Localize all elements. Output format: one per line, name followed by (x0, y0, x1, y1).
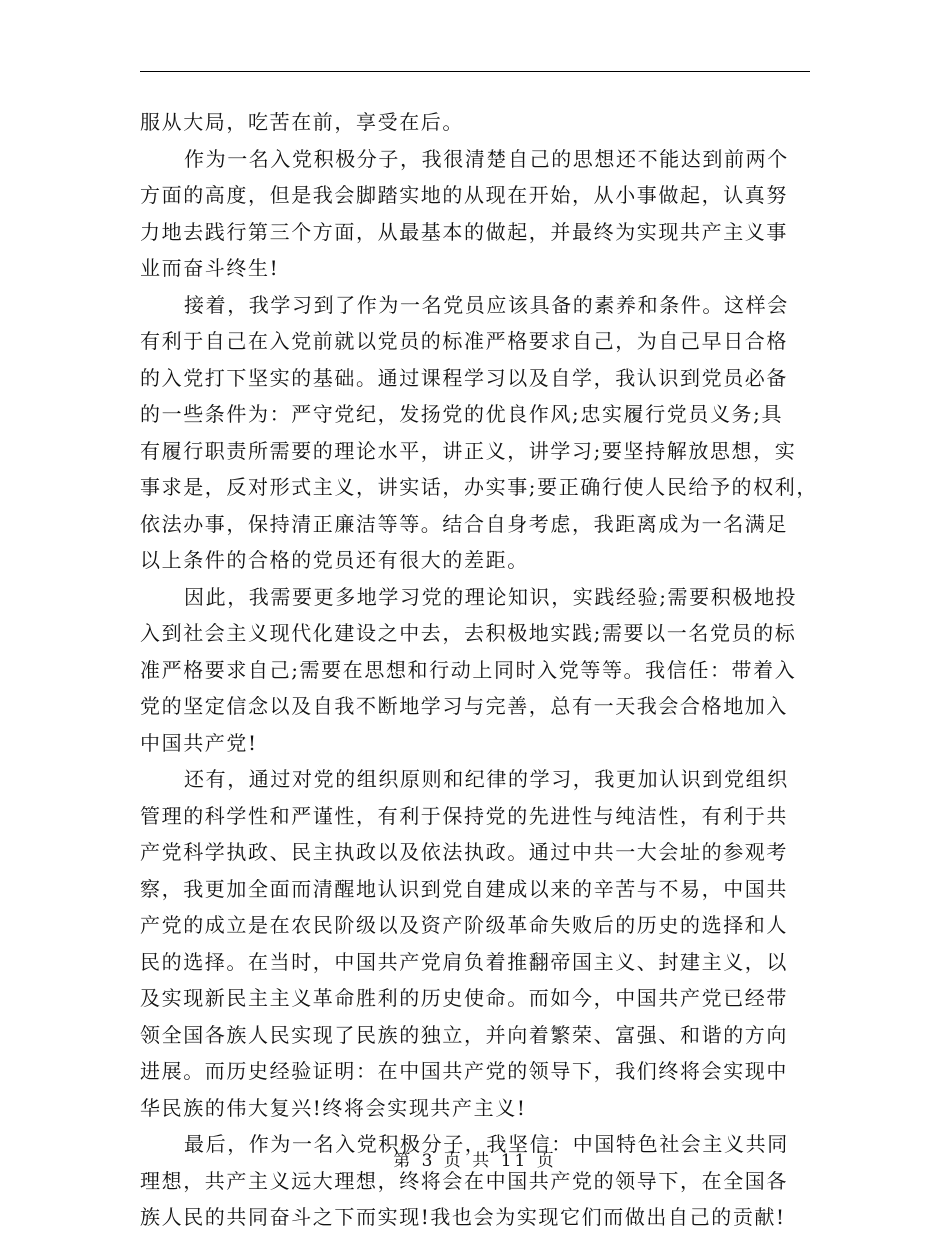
text-line: 入到社会主义现代化建设之中去，去积极地实践;需要以一名党员的标 (140, 621, 797, 645)
paragraph-first-line: 还有，通过对党的组织原则和纪律的学习，我更加认识到党组织 (184, 767, 789, 791)
text-line: 以上条件的合格的党员还有很大的差距。 (140, 548, 529, 572)
text-line: 华民族的伟大复兴!终将会实现共产主义! (140, 1095, 527, 1120)
text-line: 力地去践行第三个方面，从最基本的做起，并最终为实现共产主义事 (140, 219, 788, 244)
text-line: 族人民的共同奋斗之下而实现!我也会为实现它们而做出自己的贡献! (140, 1205, 786, 1229)
text-line: 党的坚定信念以及自我不断地学习与完善，总有一天我会合格地加入 (140, 694, 788, 718)
text-line: 准严格要求自己;需要在思想和行动上同时入党等等。我信任：带着入 (140, 657, 797, 682)
header-rule (140, 71, 810, 72)
text-line: 中国共产党! (140, 730, 258, 755)
text-line: 管理的科学性和严谨性，有利于保持党的先进性与纯洁性，有利于共 (140, 803, 788, 828)
text-line: 理想，共产主义远大理想，终将会在中国共产党的领导下，在全国各 (140, 1168, 788, 1193)
text-line: 事求是，反对形式主义，讲实话，办实事;要正确行使人民给予的权利， (140, 475, 818, 499)
text-line: 及实现新民主主义革命胜利的历史使命。而如今，中国共产党已经带 (140, 986, 788, 1010)
text-line: 产党科学执政、民主执政以及依法执政。通过中共一大会址的参观考 (140, 840, 788, 864)
text-line: 方面的高度，但是我会脚踏实地的从现在开始，从小事做起，认真努 (140, 183, 788, 207)
text-line: 有利于自己在入党前就以党员的标准严格要求自己，为自己早日合格 (140, 329, 788, 353)
document-body (140, 104, 818, 1236)
paragraph-first-line: 最后，作为一名入党积极分子，我坚信：中国特色社会主义共同 (184, 1132, 789, 1156)
text-line: 依法办事，保持清正廉洁等等。结合自身考虑，我距离成为一名满足 (140, 511, 788, 536)
text-line: 有履行职责所需要的理论水平，讲正义，讲学习;要坚持解放思想，实 (140, 438, 797, 463)
text-line: 领全国各族人民实现了民族的独立，并向着繁荣、富强、和谐的方向 (140, 1022, 788, 1047)
text-line: 的一些条件为：严守党纪，发扬党的优良作风;忠实履行党员义务;具 (140, 402, 784, 426)
text-line: 业而奋斗终生! (140, 256, 280, 280)
paragraph-first-line: 作为一名入党积极分子，我很清楚自己的思想还不能达到前两个 (184, 146, 789, 171)
page-number-footer: 第 3 页 共 11 页 (393, 1151, 557, 1171)
text-line: 服从大局，吃苦在前，享受在后。 (140, 110, 464, 134)
text-line: 民的选择。在当时，中国共产党肩负着推翻帝国主义、封建主义，以 (140, 949, 788, 974)
paragraph-first-line: 因此，我需要更多地学习党的理论知识，实践经验;需要积极地投 (184, 584, 798, 609)
text-line: 察，我更加全面而清醒地认识到党自建成以来的辛苦与不易，中国共 (140, 876, 788, 901)
text-line: 的入党打下坚实的基础。通过课程学习以及自学，我认识到党员必备 (140, 365, 788, 390)
text-line: 产党的成立是在农民阶级以及资产阶级革命失败后的历史的选择和人 (140, 913, 788, 937)
paragraph-first-line: 接着，我学习到了作为一名党员应该具备的素养和条件。这样会 (184, 292, 789, 317)
text-line: 进展。而历史经验证明：在中国共产党的领导下，我们终将会实现中 (140, 1059, 788, 1083)
